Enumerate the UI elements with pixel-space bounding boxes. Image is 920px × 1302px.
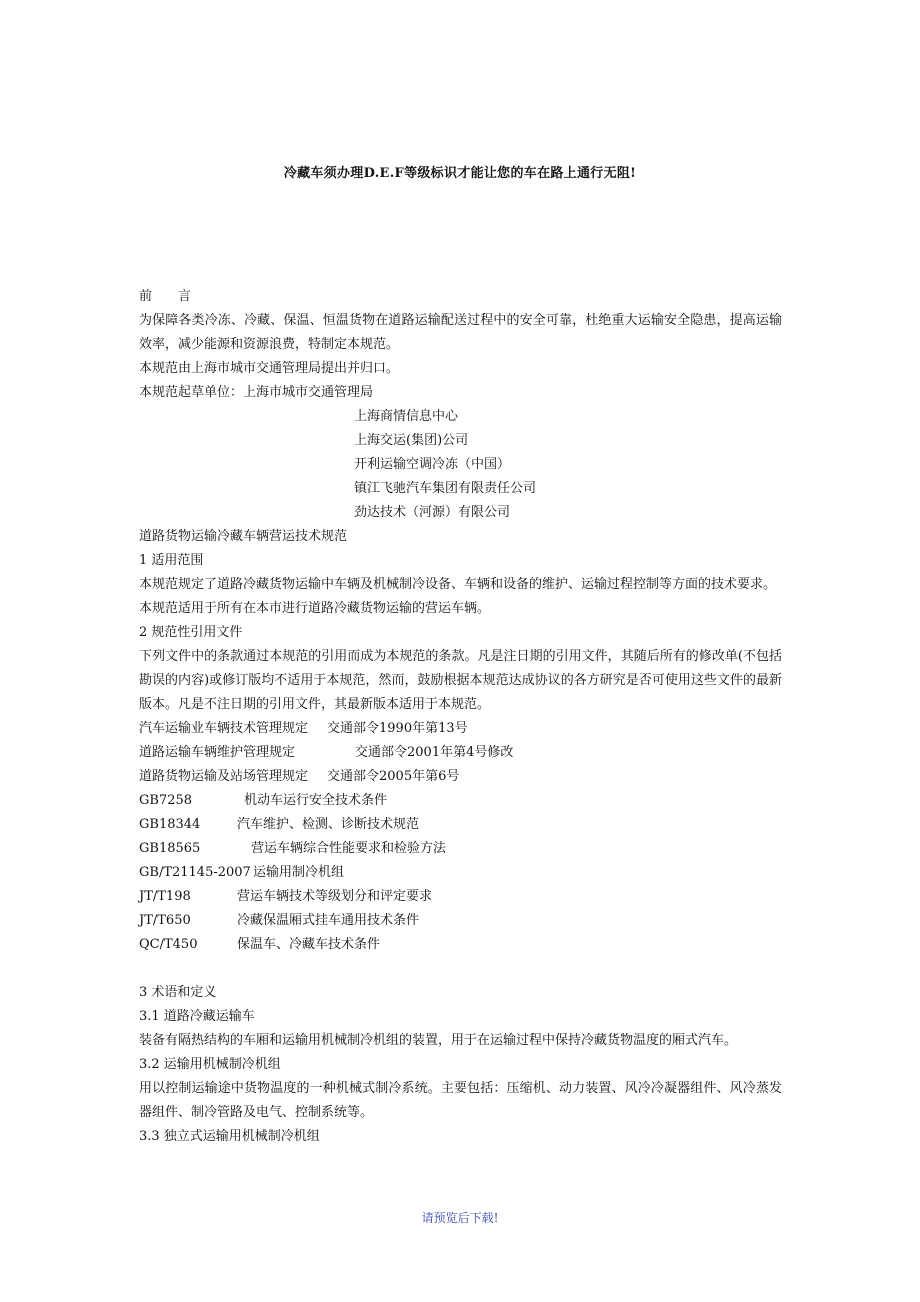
drafters-label: 本规范起草单位：上海市城市交通管理局 [139,385,374,400]
reference-row [139,837,782,861]
section-2-heading: 2 规范性引用文件 [139,625,243,640]
reference-code: 道路运输车辆维护管理规定 [139,745,296,760]
reference-code: JT/T650 [139,913,191,928]
reference-row [139,765,782,789]
drafter-item: 开利运输空调冷冻（中国） [354,457,511,472]
term-3-2-definition: 用以控制运输途中货物温度的一种机械式制冷系统。主要包括：压缩机、动力装置、风冷冷凝器组件、风冷蒸发器组件、制冷管路及电气、控制系统等。 [139,1081,782,1120]
term-3-1-definition: 装备有隔热结构的车厢和运输用机械制冷机组的装置，用于在运输过程中保持冷藏货物温度的厢式汽车。 [139,1033,738,1048]
reference-row [139,789,782,813]
term-3-3-title: 3.3 独立式运输用机械制冷机组 [139,1129,320,1144]
download-notice: 请预览后下载! [421,1211,499,1225]
drafter-item: 上海交运(集团)公司 [354,433,469,448]
reference-code: GB/T21145-2007 [139,865,251,880]
standard-title: 道路货物运输冷藏车辆营运技术规范 [139,529,348,544]
document-body [139,285,782,1149]
reference-code: GB18344 [139,817,201,832]
preface-paragraph-1: 为保障各类冷冻、冷藏、保温、恒温货物在道路运输配送过程中的安全可靠，杜绝重大运输安全隐患，提高运输效率，减少能源和资源浪费，特制定本规范。 [139,313,782,352]
reference-desc: 交通部令2005年第6号 [327,769,460,784]
reference-row [139,813,782,837]
reference-row [139,885,782,909]
section-1-paragraph-1: 本规范规定了道路冷藏货物运输中车辆及机械制冷设备、车辆和设备的维护、运输过程控制等方面的技术要求。 [139,577,777,592]
reference-code: GB18565 [139,841,201,856]
reference-row [139,861,782,885]
drafter-item: 上海商情信息中心 [354,409,459,424]
term-3-2-title: 3.2 运输用机械制冷机组 [139,1057,281,1072]
reference-desc: 冷藏保温厢式挂车通用技术条件 [237,913,420,928]
reference-code: QC/T450 [139,937,198,952]
document-title: 冷藏车须办理D.E.F等级标识才能让您的车在路上通行无阻! [283,166,637,181]
reference-row [139,717,782,741]
reference-desc: 机动车运行安全技术条件 [244,793,388,808]
reference-desc: 交通部令1990年第13号 [327,721,468,736]
reference-code: 汽车运输业车辆技术管理规定 [139,721,309,736]
reference-code: JT/T198 [139,889,191,904]
term-3-1-title: 3.1 道路冷藏运输车 [139,1009,255,1024]
reference-desc: 保温车、冷藏车技术条件 [237,937,381,952]
reference-row [139,741,782,765]
reference-desc: 交通部令2001年第4号修改 [355,745,514,760]
preface-paragraph-2: 本规范由上海市城市交通管理局提出并归口。 [139,361,400,376]
blank-line [139,957,782,981]
drafter-item: 劲达技术（河源）有限公司 [354,505,511,520]
section-1-heading: 1 适用范围 [139,553,204,568]
reference-desc: 运输用制冷机组 [253,865,345,880]
preface-heading: 前 言 [139,289,192,304]
drafter-item: 镇江飞驰汽车集团有限责任公司 [354,481,537,496]
reference-code: GB7258 [139,793,193,808]
reference-desc: 营运车辆综合性能要求和检验方法 [251,841,447,856]
section-2-paragraph-1: 下列文件中的条款通过本规范的引用而成为本规范的条款。凡是注日期的引用文件，其随后所有的修改单(不包括勘误的内容)或修订版均不适用于本规范，然而，鼓励根据本规范达成协议的各方研究是否可使用这些文件的最新版本。凡是不注日期的引用文件，其最新版本适用于本规范。 [139,649,782,712]
reference-desc: 汽车维护、检测、诊断技术规范 [237,817,420,832]
section-1-paragraph-2: 本规范适用于所有在本市进行道路冷藏货物运输的营运车辆。 [139,601,491,616]
reference-row [139,909,782,933]
reference-code: 道路货物运输及站场管理规定 [139,769,309,784]
reference-row [139,933,782,957]
reference-desc: 营运车辆技术等级划分和评定要求 [237,889,433,904]
section-3-heading: 3 术语和定义 [139,985,217,1000]
